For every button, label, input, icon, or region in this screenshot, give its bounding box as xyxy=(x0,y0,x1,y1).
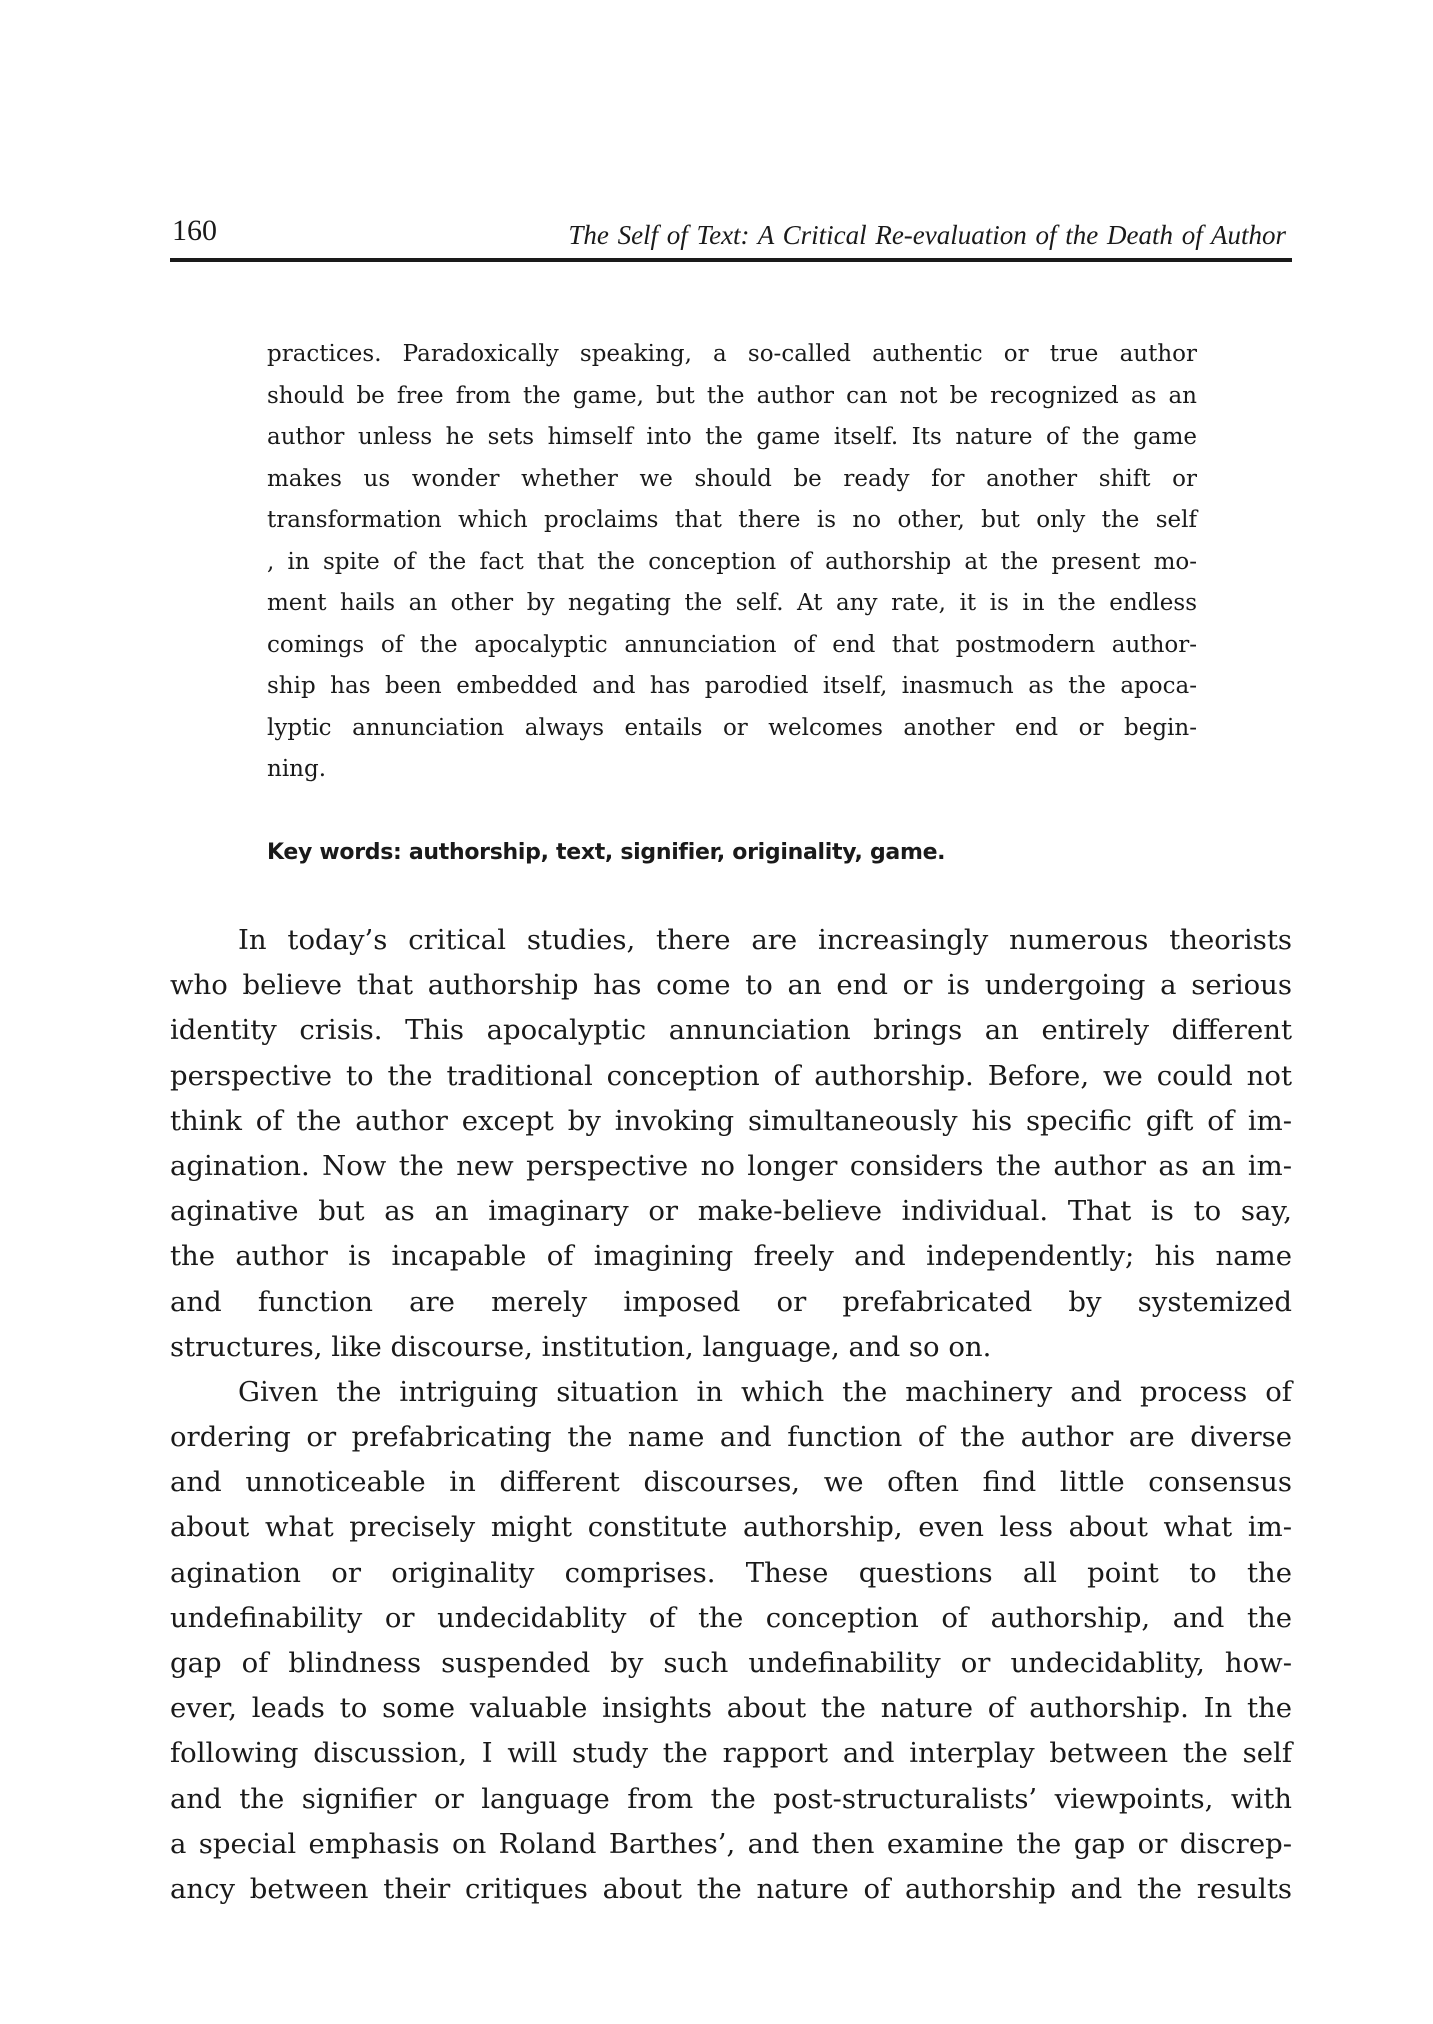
abstract-line: practices. Paradoxically speaking, a so-called authentic or true author xyxy=(267,341,1197,367)
body-line: structures, like discourse, institution, language, and so on. xyxy=(170,1330,992,1363)
abstract-line: makes us wonder whether we should be ready for another shift or xyxy=(267,465,1197,492)
body-line: who believe that authorship has come to an end or is undergoing a serious xyxy=(170,969,1292,1002)
body-line: following discussion, I will study the rapport and interplay between the self xyxy=(170,1737,1292,1770)
body-line: ever, leads to some valuable insights about the nature of authorship. In the xyxy=(170,1692,1292,1725)
running-title: The Self of Text: A Critical Re-evaluation of the Death of Author xyxy=(568,220,1286,250)
body-text xyxy=(170,918,1292,1912)
page-number: 160 xyxy=(172,214,217,247)
body-line: ancy between their critiques about the nature of authorship and the results xyxy=(170,1872,1292,1905)
keywords: Key words: authorship, text, signifier, originality, game. xyxy=(267,840,946,865)
body-line: ordering or prefabricating the name and function of the author are diverse xyxy=(170,1421,1292,1454)
body-line: a special emphasis on Roland Barthes’, and then examine the gap or discrep- xyxy=(170,1827,1292,1860)
abstract-line: ning. xyxy=(267,756,327,782)
paragraph-1 xyxy=(170,918,1292,1370)
abstract-line: ment hails an other by negating the self. At any rate, it is in the endless xyxy=(267,590,1197,616)
body-line: about what precisely might constitute authorship, even less about what im- xyxy=(170,1511,1292,1544)
body-line: agination. Now the new perspective no longer considers the author as an im- xyxy=(170,1149,1292,1182)
body-line: the author is incapable of imagining freely and independently; his name xyxy=(170,1240,1292,1273)
body-line: and function are merely imposed or prefabricated by systemized xyxy=(170,1285,1292,1318)
body-line: think of the author except by invoking simultaneously his specific gift of im- xyxy=(170,1104,1292,1137)
body-line: perspective to the traditional conception of authorship. Before, we could not xyxy=(170,1059,1292,1092)
abstract-line: author unless he sets himself into the game itself. Its nature of the game xyxy=(267,424,1197,450)
body-line: Given the intriguing situation in which the machinery and process of xyxy=(238,1375,1292,1408)
body-line: aginative but as an imaginary or make-believe individual. That is to say, xyxy=(170,1195,1292,1228)
abstract-line: should be free from the game, but the author can not be recognized as an xyxy=(267,382,1197,409)
body-line: In today’s critical studies, there are increasingly numerous theorists xyxy=(238,924,1292,956)
abstract-line: lyptic annunciation always entails or welcomes another end or begin- xyxy=(267,714,1197,741)
abstract-line: ship has been embedded and has parodied itself, inasmuch as the apoca- xyxy=(267,673,1197,699)
abstract-line: , in spite of the fact that the conception of authorship at the present mo- xyxy=(267,548,1197,575)
body-line: identity crisis. This apocalyptic annunciation brings an entirely different xyxy=(170,1014,1292,1047)
paragraph-2 xyxy=(170,1370,1292,1912)
running-header xyxy=(170,212,1290,252)
body-line: undefinability or undecidablity of the conception of authorship, and the xyxy=(170,1601,1292,1634)
body-line: and unnoticeable in different discourses, we often find little consensus xyxy=(170,1466,1292,1499)
abstract xyxy=(267,334,1197,791)
body-line: and the signifier or language from the post-structuralists’ viewpoints, with xyxy=(170,1782,1292,1815)
header-rule xyxy=(170,258,1292,262)
body-line: agination or originality comprises. These questions all point to the xyxy=(170,1556,1292,1589)
body-line: gap of blindness suspended by such undefinability or undecidablity, how- xyxy=(170,1647,1292,1679)
abstract-line: transformation which proclaims that there is no other, but only the self xyxy=(267,507,1197,533)
abstract-line: comings of the apocalyptic annunciation of end that postmodern author- xyxy=(267,631,1197,658)
